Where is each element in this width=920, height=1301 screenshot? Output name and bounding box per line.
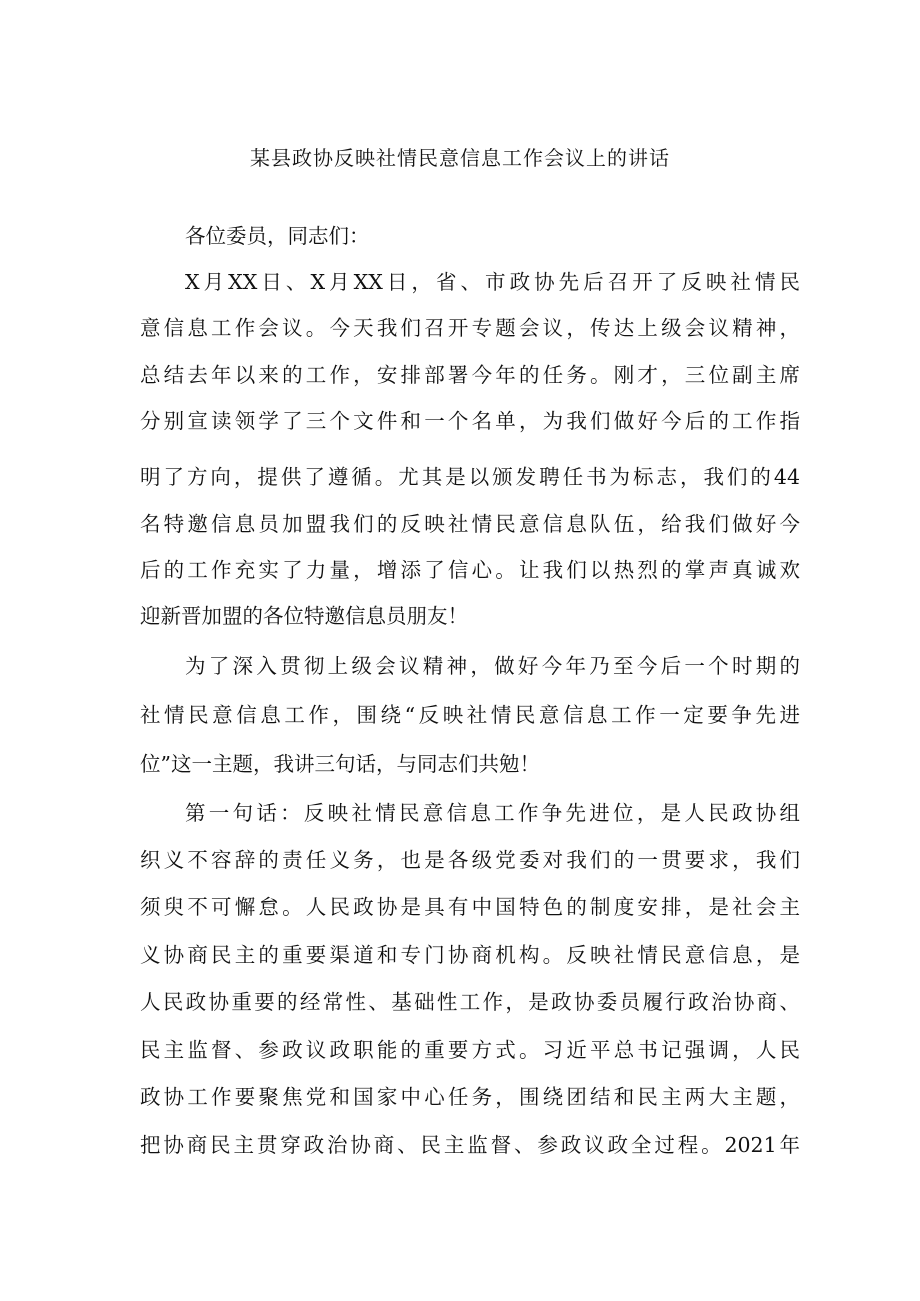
- paragraph-line: 位”这一主题，我讲三句话，与同志们共勉！: [140, 752, 540, 776]
- paragraph-line: 民主监督、参政议政职能的重要方式。习近平总书记强调，人民: [140, 1038, 800, 1062]
- paragraph-line: 后的工作充实了力量，增添了信心。让我们以热烈的掌声真诚欢: [140, 558, 800, 582]
- salutation: 各位委员，同志们：: [185, 224, 370, 248]
- paragraph-line: X月XX日、X月XX日，省、市政协先后召开了反映社情民: [185, 270, 800, 294]
- paragraph-line: 织义不容辞的责任义务，也是各级党委对我们的一贯要求，我们: [140, 848, 800, 872]
- paragraph-line: 分别宣读领学了三个文件和一个名单，为我们做好今后的工作指: [140, 409, 800, 433]
- paragraph-line: 社情民意信息工作，围绕“反映社情民意信息工作一定要争先进: [140, 703, 800, 727]
- paragraph-line: 明了方向，提供了遵循。尤其是以颁发聘任书为标志，我们的44: [140, 465, 800, 489]
- paragraph-line: 迎新晋加盟的各位特邀信息员朋友！: [140, 604, 468, 628]
- paragraph-line: 第一句话：反映社情民意信息工作争先进位，是人民政协组: [185, 801, 800, 825]
- paragraph-line: 义协商民主的重要渠道和专门协商机构。反映社情民意信息，是: [140, 943, 800, 967]
- paragraph-line: 政协工作要聚焦党和国家中心任务，围绕团结和民主两大主题，: [140, 1085, 800, 1109]
- paragraph-line: 把协商民主贯穿政治协商、民主监督、参政议政全过程。2021年: [140, 1133, 800, 1157]
- paragraph-line: 为了深入贯彻上级会议精神，做好今年乃至今后一个时期的: [185, 654, 800, 678]
- paragraph-line: 名特邀信息员加盟我们的反映社情民意信息队伍，给我们做好今: [140, 512, 800, 536]
- document-title: 某县政协反映社情民意信息工作会议上的讲话: [250, 146, 670, 170]
- paragraph-line: 总结去年以来的工作，安排部署今年的任务。刚才，三位副主席: [140, 363, 800, 387]
- paragraph-line: 意信息工作会议。今天我们召开专题会议，传达上级会议精神，: [140, 316, 800, 340]
- paragraph-line: 须臾不可懈怠。人民政协是具有中国特色的制度安排，是社会主: [140, 895, 800, 919]
- paragraph-line: 人民政协重要的经常性、基础性工作，是政协委员履行政治协商、: [140, 990, 800, 1014]
